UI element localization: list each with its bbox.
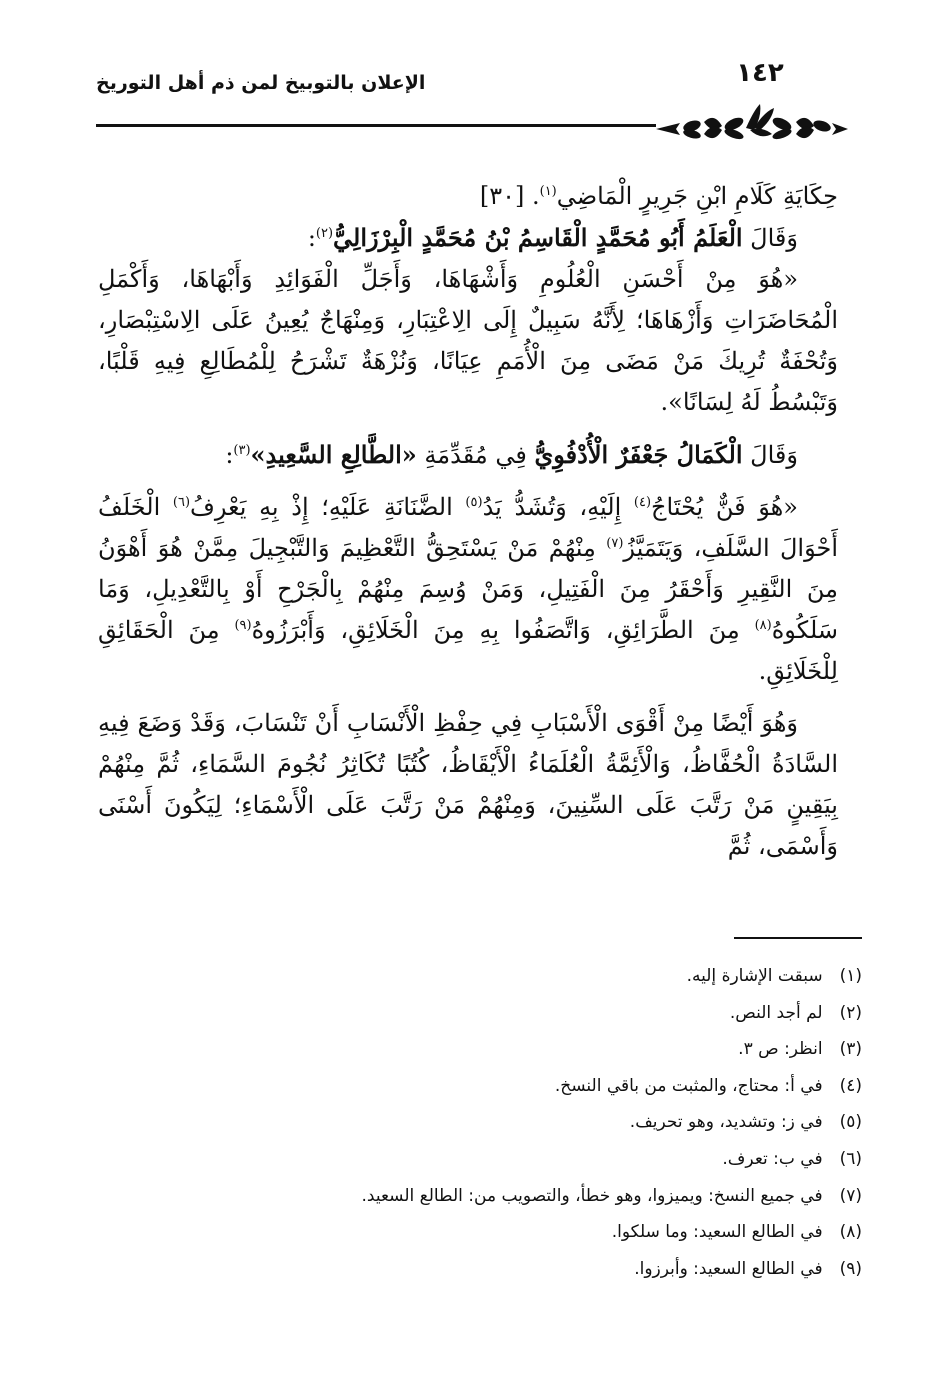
header-ornament-icon — [650, 96, 850, 144]
page-number: ١٤٢ — [736, 58, 784, 88]
footnote: (٦) في ب: تعرف. — [722, 1148, 862, 1169]
footnote-ref-4: (٤) — [633, 495, 652, 510]
footnote-separator — [734, 937, 862, 939]
paragraph-4: وَقَالَ الْكَمَالُ جَعْفَرٌ الْأُدْفُوِيُّ فِي مُقَدِّمَةِ «الطَّالِعِ السَّعِيدِ»$^{(٣)}$: — [225, 440, 798, 469]
footnote: (١) سبقت الإشارة إليه. — [686, 966, 862, 986]
paragraph-1: حِكَايَةِ كَلَامِ ابْنِ جَرِيرٍ الْمَاضِي$^{(١)}$. [٣٠] — [479, 182, 838, 210]
footnote: (٨) في الطالع السعيد: وما سلكوا. — [611, 1222, 862, 1243]
footnote-ref-6: (٦) — [172, 495, 191, 510]
footnote: (٣) انظر: ص ٣. — [738, 1039, 862, 1060]
footnote-ref-8: (٨) — [754, 618, 772, 633]
footnote: (٤) في أ: محتاج، والمثبت من باقي النسخ. — [554, 1075, 862, 1096]
paragraph-6: وَهُوَ أَيْضًا مِنْ أَقْوَى الْأَسْبَابِ فِي حِفْظِ الْأَنْسَابِ أَنْ تَنْسَابَ، وَقَدْ وَضَعَ فِيهِ السَّادَةُ الْحُفَّاظُ، وَالْأَئِمَّةُ الْعُلَمَاءُ الْأَيْقَاظُ، كُتُبًا تُكَاثِرُ نُجُومَ السَّمَاءِ، ثُمَّ مِنْهُمْ بِيَقِينٍ مَنْ رَتَّبَ عَلَى السِّنِينَ، وَمِنْهُمْ مَنْ رَتَّبَ عَلَى الْأَسْمَاءِ؛ لِيَكُونَ أَسْنَى وَأَسْمَى، ثُمَّ — [98, 709, 838, 860]
scholar-name: الْكَمَالُ جَعْفَرٌ الْأُدْفُوِيُّ — [534, 440, 743, 469]
footnote-ref-2: (٢) — [315, 226, 334, 241]
main-text — [98, 176, 838, 867]
footnote-ref-7: (٧) — [606, 536, 624, 551]
footnote: (٩) في الطالع السعيد: وأبرزوا. — [634, 1258, 862, 1279]
footnote: (٧) في جميع النسخ: ويميزوا، وهو خطأ، والتصويب من: الطالع السعيد. — [361, 1185, 862, 1206]
footnote: (٢) لم أجد النص. — [729, 1002, 862, 1023]
header-rule — [96, 124, 656, 127]
book-title: «الطَّالِعِ السَّعِيدِ» — [250, 440, 417, 469]
running-header-title: الإعلان بالتوبيخ لمن ذم أهل التوريخ — [96, 72, 426, 94]
quote-paragraph-1: «هُوَ مِنْ أَحْسَنِ الْعُلُومِ وَأَشْهَاهَا، وَأَجَلِّ الْفَوَائِدِ وَأَبْهَاهَا، وَأَكْمَلِ الْمُحَاضَرَاتِ وَأَزْهَاهَا؛ لِأَنَّهُ سَبِيلٌ إِلَى الِاعْتِبَارِ، وَمِنْهَاجٌ يُعِينُ عَلَى الِاسْتِبْصَارِ، وَتُحْفَةٌ تُرِيكَ مَنْ مَضَى مِنَ الْأُمَمِ عِيَانًا، وَنُزْهَةٌ تَشْرَحُ لِلْمُطَالِعِ فِيهِ قَلْبًا، وَتَبْسُطُ لَهُ لِسَانًا». — [98, 265, 838, 416]
footnote-ref-1: (١) — [539, 184, 557, 199]
footnote-ref-9: (٩) — [234, 618, 252, 633]
scholar-name: الْعَلَمُ أَبُو مُحَمَّدٍ الْقَاسِمُ بْنُ مُحَمَّدٍ الْبِرْزَالِيُّ — [333, 223, 743, 252]
paragraph-2: وَقَالَ الْعَلَمُ أَبُو مُحَمَّدٍ الْقَاسِمُ بْنُ مُحَمَّدٍ الْبِرْزَالِيُّ$^{(٢)}$: — [307, 223, 798, 252]
footnote-ref-3: (٣) — [233, 443, 251, 458]
footnote: (٥) في ز: وتشديد، وهو تحريف. — [629, 1112, 862, 1133]
footnote-ref-5: (٥) — [465, 495, 483, 510]
footnotes — [200, 958, 862, 1287]
quote-paragraph-2: «هُوَ فَنٌّ يُحْتَاجُ$^{(٤)}$ إِلَيْهِ، وَتُشَدُّ يَدُ$^{(٥)}$ الضَّنَانَةِ عَلَيْهِ؛ إِذْ بِهِ يَعْرِفُ$^{(٦)}$ الْخَلَفُ أَحْوَالَ السَّلَفِ، وَيَتَمَيَّزُ$^{(٧)}$ مِنْهُمْ مَنْ يَسْتَحِقُّ التَّعْظِيمَ وَالتَّبْجِيلَ مِمَّنْ هُوَ أَهْوَنُ مِنَ النَّقِيرِ وَأَحْقَرُ مِنَ الْفَتِيلِ، وَمَنْ وُسِمَ مِنْهُمْ بِالْجَرْحِ أَوْ بِالتَّعْدِيلِ، وَمَا سَلَكُوهُ$^{(٨)}$ مِنَ الطَّرَائِقِ، وَاتَّصَفُوا بِهِ مِنَ الْخَلَائِقِ، وَأَبْرَزُوهُ$^{(٩)}$ مِنَ الْحَقَائِقِ لِلْخَلَائِقِ. — [98, 493, 839, 685]
